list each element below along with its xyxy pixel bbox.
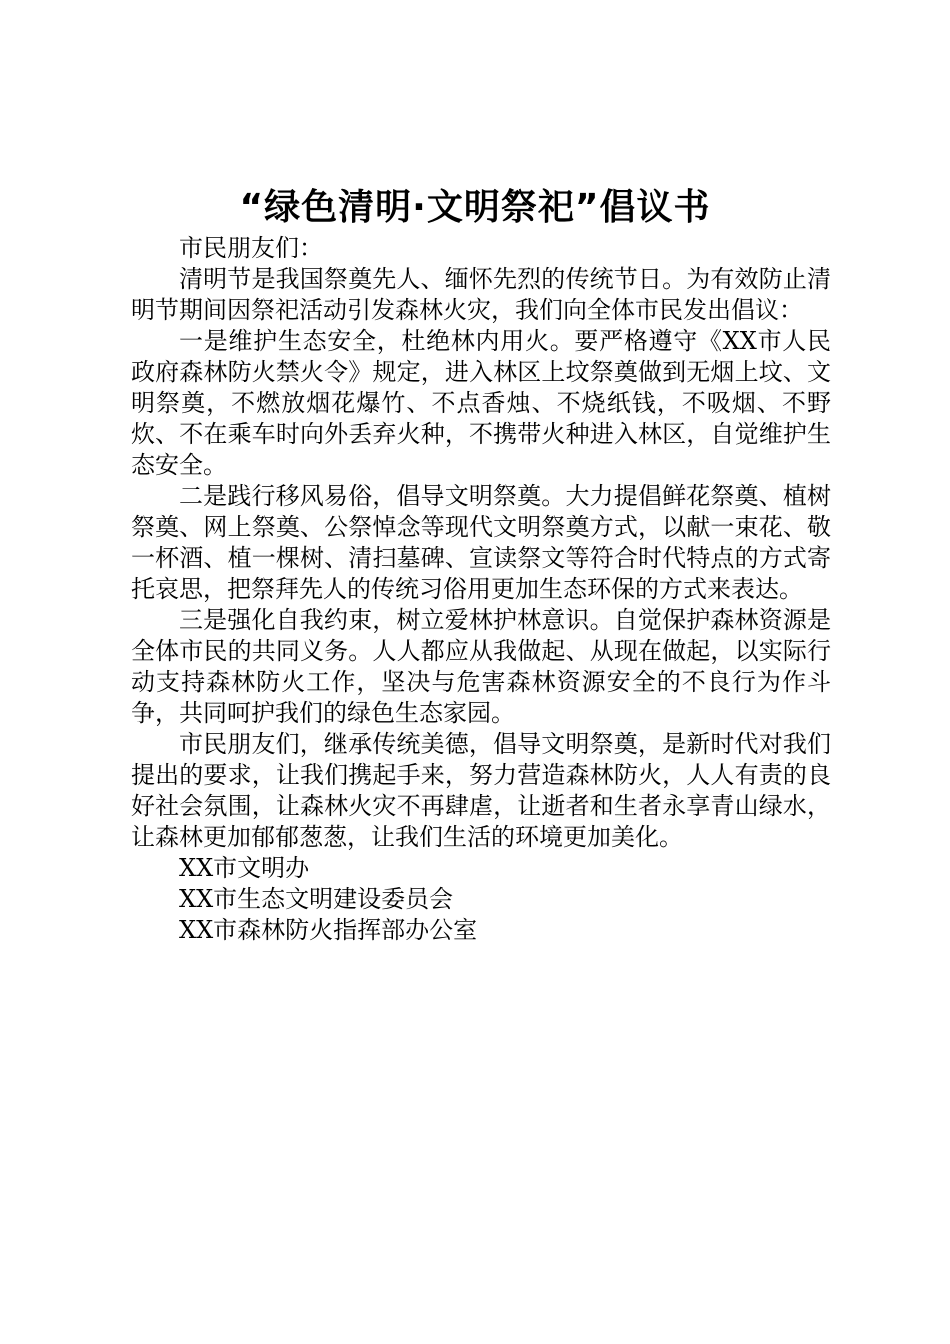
document-title: “绿色清明·文明祭祀”倡议书 [239, 187, 711, 228]
paragraph-closing: 市民朋友们，继承传统美德，倡导文明祭奠，是新时代对我们提出的要求，让我们携起手来，努力营造森林防火，人人有责的良好社会氛围，让森林火灾不再肆虐，让逝者和生者永享青山绿水，让森林更加郁郁葱葱，让我们生活的环境更加美化。 [131, 730, 831, 851]
paragraph-intro: 清明节是我国祭奠先人、缅怀先烈的传统节日。为有效防止清明节期间因祭祀活动引发森林火灾，我们向全体市民发出倡议： [131, 265, 831, 324]
signature-block [131, 853, 831, 946]
paragraph-point-one: 一是维护生态安全，杜绝林内用火。要严格遵守《XX市人民政府森林防火禁火令》规定，进入林区上坟祭奠做到无烟上坟、文明祭奠，不燃放烟花爆竹、不点香烛、不烧纸钱，不吸烟、不野炊、不在乘车时向外丢弃火种，不携带火种进入林区，自觉维护生态安全。 [131, 327, 831, 479]
signature-fire-prevention-office: XX市森林防火指挥部办公室 [179, 916, 478, 944]
greeting: 市民朋友们： [179, 234, 323, 262]
signature-ecology-committee: XX市生态文明建设委员会 [179, 885, 454, 913]
paragraph-point-two: 二是践行移风易俗，倡导文明祭奠。大力提倡鲜花祭奠、植树祭奠、网上祭奠、公祭悼念等现代文明祭奠方式，以献一束花、敬一杯酒、植一棵树、清扫墓碑、宣读祭文等符合时代特点的方式寄托哀思，把祭拜先人的传统习俗用更加生态环保的方式来表达。 [131, 482, 831, 603]
signature-civilization-office: XX市文明办 [179, 854, 310, 882]
document-body [131, 233, 831, 946]
paragraph-point-three: 三是强化自我约束，树立爱林护林意识。自觉保护森林资源是全体市民的共同义务。人人都应从我做起、从现在做起，以实际行动支持森林防火工作，坚决与危害森林资源安全的不良行为作斗争，共同呵护我们的绿色生态家园。 [131, 606, 831, 727]
